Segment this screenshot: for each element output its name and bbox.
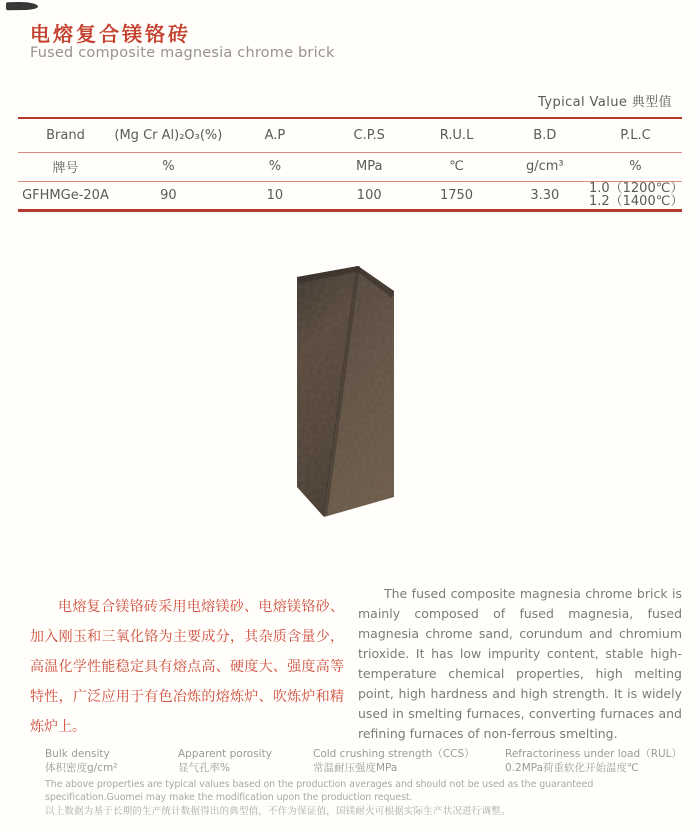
cell-mgcral2o3: 90 <box>160 187 177 203</box>
unit-rul: ℃ <box>449 159 464 174</box>
glossary-term-en: Bulk density <box>45 748 110 760</box>
unit-mgcral2o3: % <box>162 159 175 174</box>
disclaimer-zh: 以上数据为基于长期的生产统计数据得出的典型值，不作为保证值，国镁耐火可根据实际生产状况进行调整。 <box>45 806 511 817</box>
table-data-row <box>18 181 682 210</box>
glossary-refractoriness-under-load <box>505 747 682 775</box>
glossary-term-en: Cold crushing strength（CCS） <box>313 748 475 760</box>
cell-brand: GFHMGe-20A <box>22 187 109 203</box>
col-header-bd: B.D <box>533 127 557 143</box>
cell-cps: 100 <box>356 187 382 203</box>
brick-illustration <box>290 258 402 524</box>
disclaimer-en: The above properties are typical values based on the production averages and should not be used as the guaranteed specification.Guomei may make the modification upon the production request. <box>45 779 594 803</box>
glossary-term-en: Refractoriness under load（RUL） <box>505 748 683 760</box>
glossary-term-zh: 体积密度g/cm² <box>45 762 118 774</box>
glossary-apparent-porosity <box>178 747 272 775</box>
cell-rul: 1750 <box>439 187 474 203</box>
col-header-brand: Brand <box>46 127 85 143</box>
col-header-ap: A.P <box>264 127 286 143</box>
page-title-zh: 电熔复合镁铬砖 <box>30 22 191 46</box>
table-header-row-en <box>18 118 682 152</box>
glossary-cold-crushing-strength <box>313 747 475 775</box>
glossary-term-zh: 显气孔率% <box>178 762 230 774</box>
plc-value-1400: 1.2（1400℃） <box>588 194 684 209</box>
unit-cps: MPa <box>355 159 383 174</box>
scan-artifact-mark <box>6 2 38 11</box>
unit-brand: 牌号 <box>52 161 79 176</box>
unit-ap: % <box>268 159 282 174</box>
disclaimer <box>45 778 677 818</box>
plc-value-1200: 1.0（1200℃） <box>588 181 684 196</box>
page-title-en: Fused composite magnesia chrome brick <box>30 45 335 61</box>
col-header-plc: P.L.C <box>620 127 651 143</box>
glossary-bulk-density <box>45 747 117 775</box>
col-header-mgcral2o3: (Mg Cr Al)₂O₃(%) <box>114 127 223 143</box>
description-zh: 电熔复合镁铬砖采用电熔镁砂、电熔镁铬砂、加入刚玉和三氧化铬为主要成分，其杂质含量少，高温化学性能稳定具有熔点高、硬度大、强度高等特性，广泛应用于有色冶炼的熔炼炉、吹炼炉和精炼炉上。 <box>30 599 344 735</box>
col-header-rul: R.U.L <box>439 127 474 143</box>
unit-bd: g/cm³ <box>525 159 564 174</box>
description-en: The fused composite magnesia chrome brick is mainly composed of fused magnesia, fused magnesia chrome sand, corundum and chromium trioxide. It has low impurity content, stable high-temperature chemical properties, high melting point, high hardness and high strength. It is widely used in smelting furnaces, converting furnaces and refining furnaces of non-ferrous smelting. <box>358 586 682 741</box>
cell-bd: 3.30 <box>530 187 560 203</box>
glossary-term-zh: 0.2MPa荷重软化开始温度℃ <box>505 762 639 774</box>
cell-ap: 10 <box>266 187 284 203</box>
col-header-cps: C.P.S <box>353 127 385 143</box>
glossary-term-zh: 常温耐压强度MPa <box>313 762 398 774</box>
glossary-term-en: Apparent porosity <box>178 748 272 760</box>
cell-plc <box>589 181 682 210</box>
unit-plc: % <box>629 159 642 174</box>
typical-value-label: Typical Value 典型值 <box>538 95 672 110</box>
table-header-row-units <box>18 152 682 181</box>
brick-product-image <box>290 258 402 524</box>
spec-table <box>18 117 682 212</box>
